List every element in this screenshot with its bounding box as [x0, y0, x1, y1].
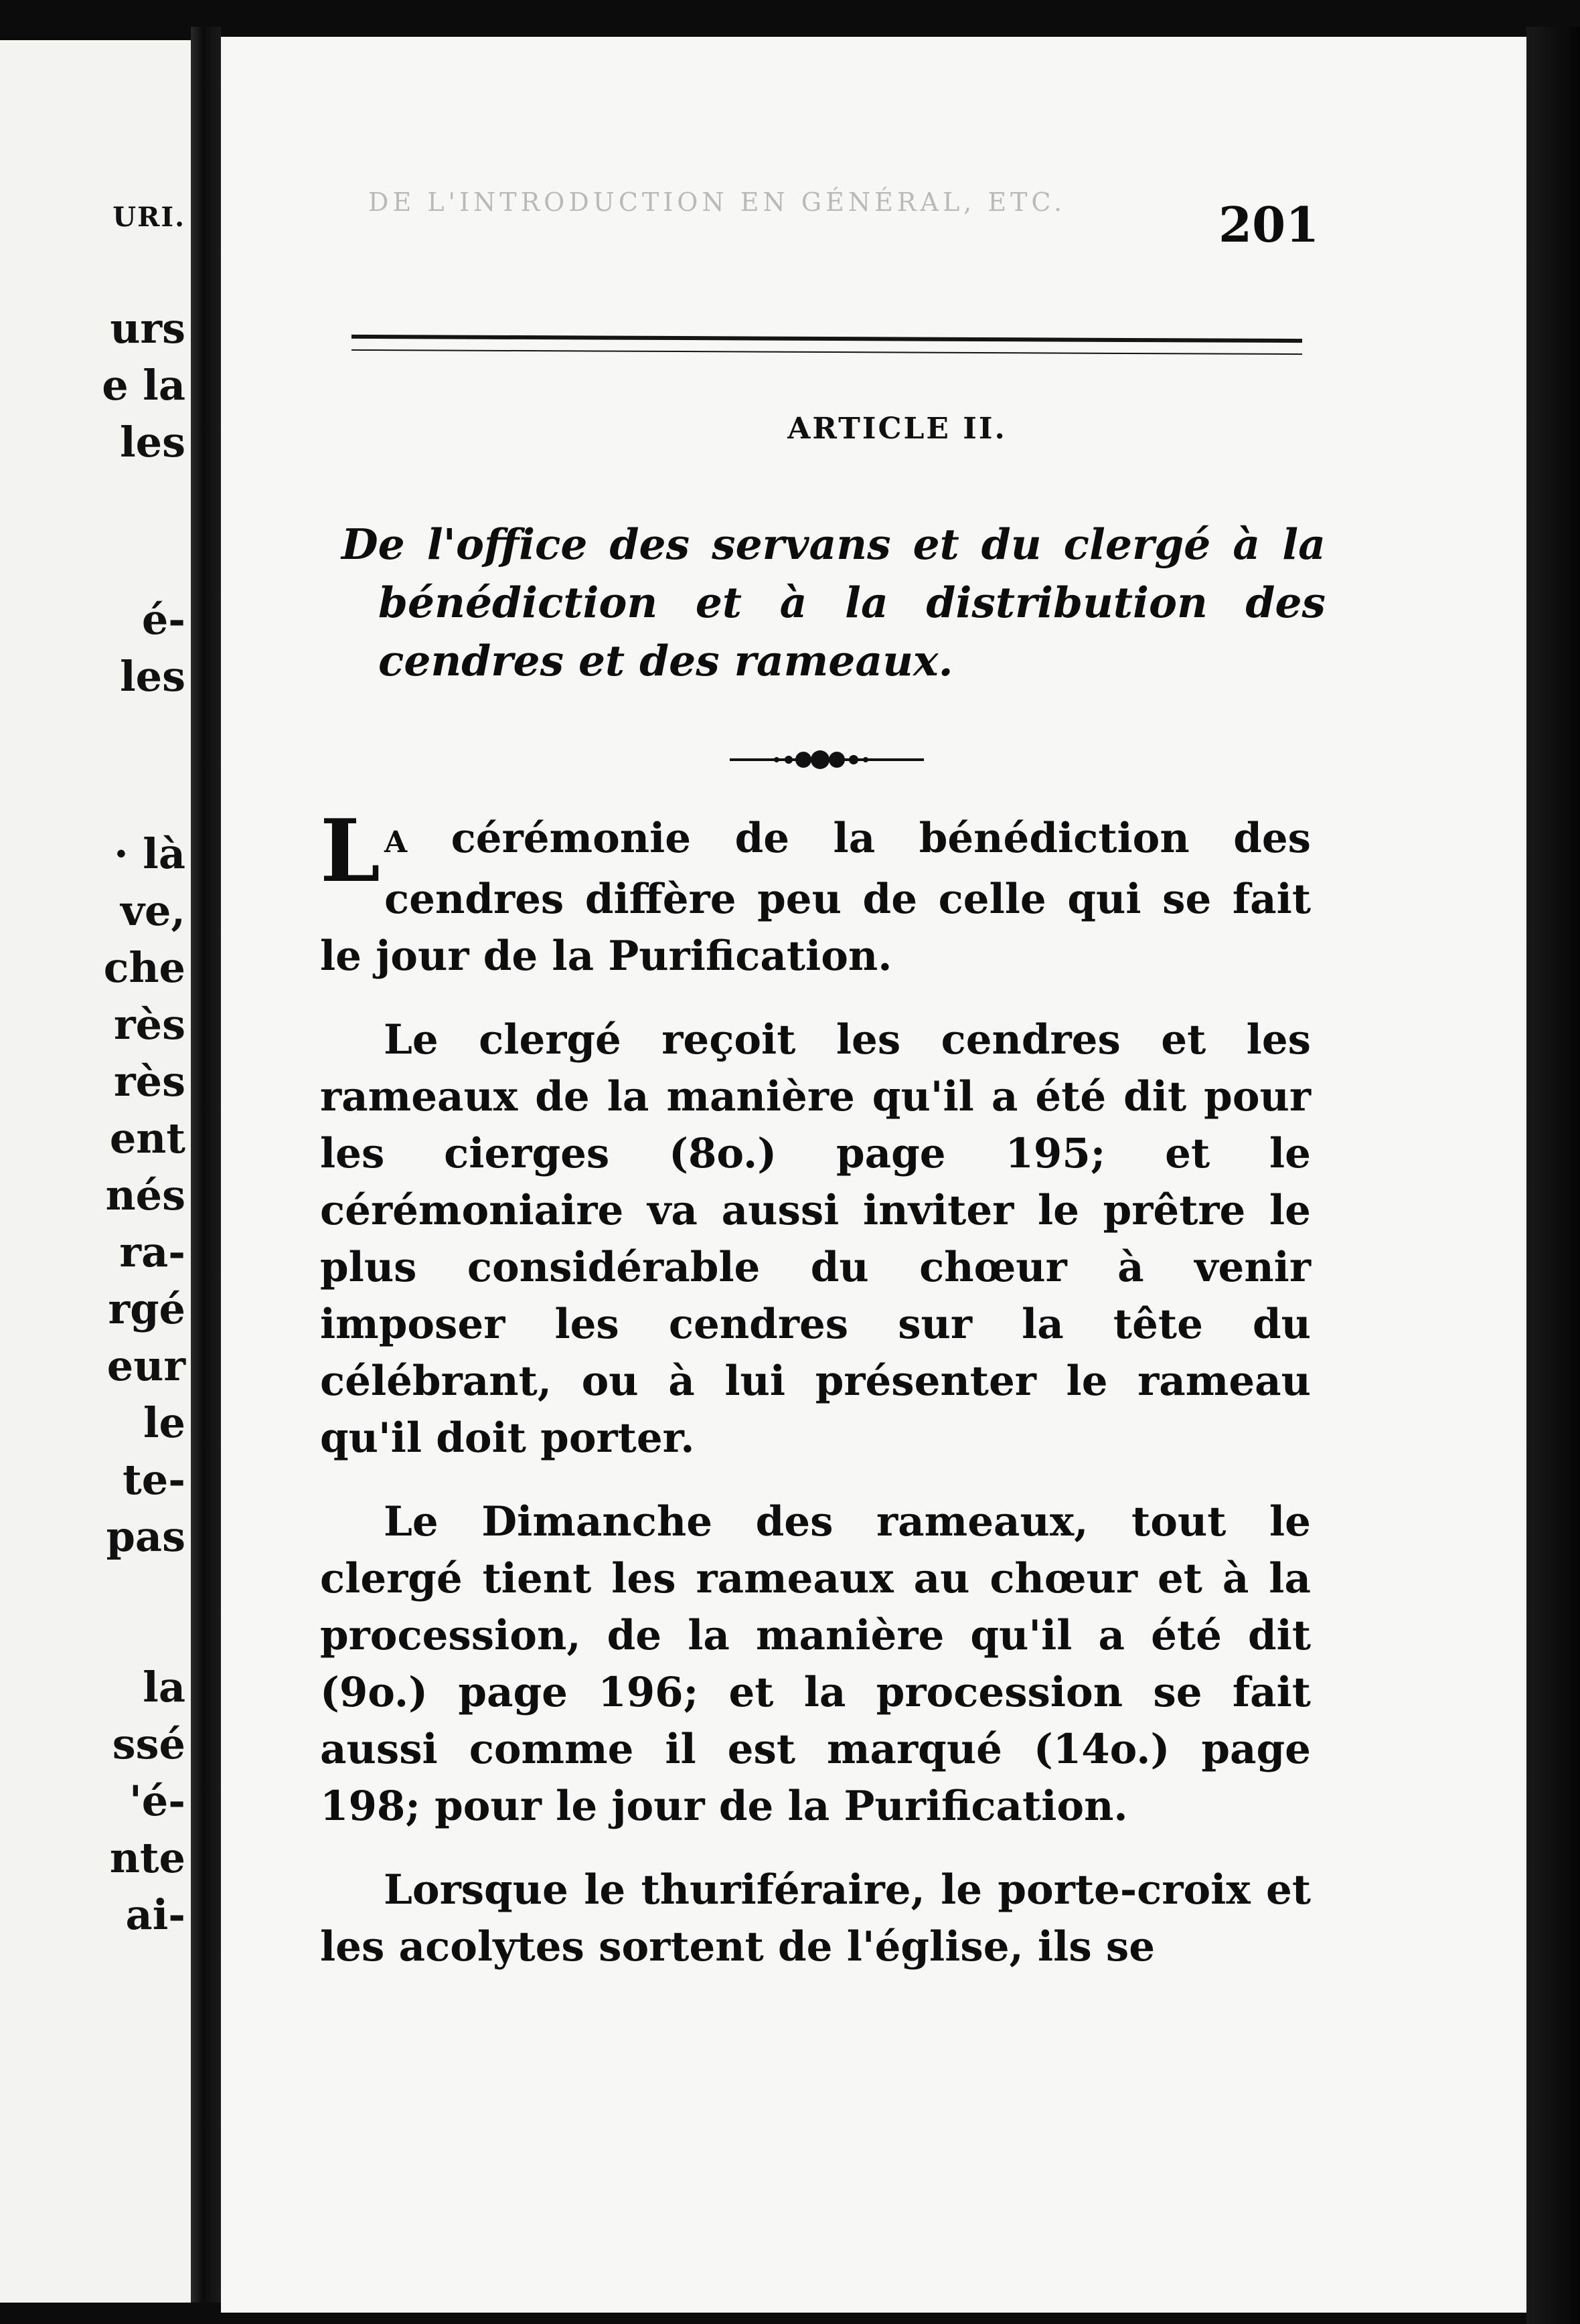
left-line: nés — [105, 1171, 185, 1220]
page-number: 201 — [1218, 196, 1320, 253]
paragraph: Lorsque le thuriféraire, le porte-croix et les acolytes sortent de l'église, ils se — [320, 1866, 1311, 1971]
paragraph: Le clergé reçoit les cendres et les rameaux de la manière qu'il a été dit pour les cierges (8o.) page 195; et le cérémoniaire va aussi inviter le prêtre le plus considérable du chœur à venir imposer les cendres sur la tête du célébrant, ou à lui présenter le rameau qu'il doit porter. — [320, 1016, 1311, 1462]
left-line: pas — [106, 1512, 185, 1561]
left-line: · là — [114, 829, 185, 878]
left-line: la — [143, 1663, 185, 1712]
left-line: ve, — [120, 886, 185, 935]
left-page-fragment — [0, 40, 191, 2303]
ornament-divider-icon — [730, 743, 924, 776]
left-line: é- — [141, 595, 185, 644]
article-subtitle: De l'office des servans et du clergé à la bénédiction et à la distribution des cendres et des rameaux. — [341, 519, 1326, 685]
left-line: che — [103, 943, 185, 992]
left-line: nte — [109, 1833, 185, 1882]
paragraph-text: cérémonie de la bénédiction des cendres diffère peu de celle qui se fait le jour de la Purification. — [320, 815, 1311, 980]
body-text — [320, 801, 1311, 2002]
left-line: ai- — [125, 1890, 185, 1939]
book-gutter — [191, 27, 221, 2303]
left-line: 'é- — [129, 1776, 185, 1825]
left-line: urs — [110, 304, 185, 353]
left-line: les — [120, 652, 185, 701]
left-line: te- — [123, 1455, 185, 1504]
header-rule-thin — [351, 349, 1302, 355]
article-heading: ARTICLE II. — [787, 412, 1007, 446]
drop-cap: L — [320, 801, 380, 902]
left-line: ra- — [119, 1228, 185, 1276]
left-line: ssé — [112, 1720, 185, 1768]
left-line: rgé — [108, 1284, 185, 1333]
header-rule — [351, 335, 1302, 343]
left-line: e la — [102, 361, 185, 410]
running-head-show-through: DE L'INTRODUCTION EN GÉNÉRAL, ETC. — [368, 187, 1066, 217]
left-line: rès — [113, 1000, 185, 1049]
left-line: le — [143, 1398, 185, 1447]
paragraph — [320, 801, 1311, 985]
page-edge — [1526, 27, 1580, 2324]
left-line: ent — [109, 1114, 185, 1163]
left-line: rès — [113, 1057, 185, 1106]
left-running-head: URI. — [112, 201, 185, 233]
small-cap: A — [384, 825, 408, 859]
right-page — [221, 37, 1526, 2313]
paragraph: Le Dimanche des rameaux, tout le clergé tient les rameaux au chœur et à la procession, de la manière qu'il a été dit (9o.) page 196; et la procession se fait aussi comme il est marqué (14o.) page 198; pour le jour de la Purification. — [320, 1498, 1311, 1830]
left-line: eur — [106, 1341, 185, 1390]
left-line: les — [120, 418, 185, 467]
